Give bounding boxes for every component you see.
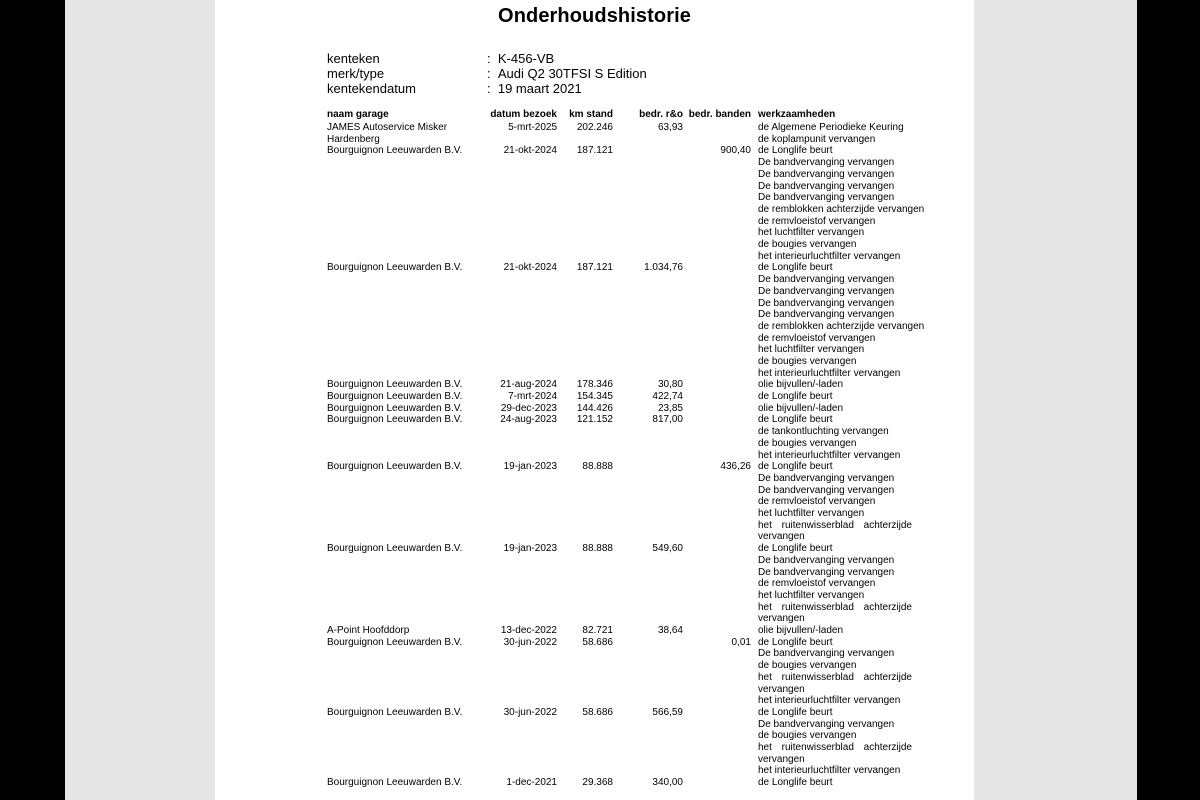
cell-km: 178.346 — [576, 379, 613, 391]
work-item: de remvloeistof vervangen — [758, 496, 876, 508]
work-item: De bandvervanging vervangen — [758, 168, 895, 180]
cell-date: 1-dec-2021 — [506, 777, 557, 789]
col-header-tyre-amount: bedr. banden — [688, 109, 751, 120]
work-item: De bandvervanging vervangen — [758, 180, 895, 192]
cell-work — [758, 122, 943, 145]
separator: : — [487, 51, 491, 66]
cell-km: 187.121 — [576, 262, 613, 274]
work-item: het luchtfilter vervangen — [758, 344, 865, 356]
work-item: De bandvervanging vervangen — [758, 566, 895, 578]
work-item: olie bijvullen/-laden — [758, 402, 844, 414]
table-row — [327, 391, 947, 403]
cell-tyre-amount: 436,26 — [720, 461, 751, 473]
cell-repair-amount: 549,60 — [652, 543, 683, 555]
cell-date: 7-mrt-2024 — [508, 391, 557, 403]
work-item: de bougies vervangen — [758, 437, 857, 449]
vehicle-info-value — [487, 81, 582, 96]
table-row — [327, 414, 947, 461]
cell-repair-amount: 63,93 — [657, 122, 683, 133]
table-row — [327, 379, 947, 391]
work-item: de Longlife beurt — [758, 636, 833, 648]
work-item: de Longlife beurt — [758, 414, 833, 426]
cell-work — [758, 461, 943, 543]
work-item: de remvloeistof vervangen — [758, 332, 876, 344]
cell-garage: Bourguignon Leeuwarden B.V. — [327, 262, 463, 274]
work-item: het luchtfilter vervangen — [758, 589, 865, 601]
cell-garage: Bourguignon Leeuwarden B.V. — [327, 402, 463, 414]
table-row — [327, 637, 947, 707]
cell-garage: Bourguignon Leeuwarden B.V. — [327, 145, 463, 157]
cell-date: 24-aug-2023 — [500, 414, 557, 426]
cell-garage: Bourguignon Leeuwarden B.V. — [327, 543, 463, 555]
work-item: het interieurluchtfilter vervangen — [758, 250, 901, 262]
cell-date: 21-aug-2024 — [500, 379, 557, 391]
vehicle-info-text: Audi Q2 30TFSI S Edition — [497, 66, 647, 81]
cell-repair-amount: 38,64 — [657, 625, 683, 637]
vehicle-info-label: kentekendatum — [327, 81, 416, 96]
table-row — [327, 707, 947, 777]
cell-tyre-amount: 0,01 — [731, 636, 751, 648]
cell-work — [758, 625, 943, 637]
work-item: de Longlife beurt — [758, 706, 833, 718]
maintenance-table — [327, 109, 947, 789]
table-row — [327, 403, 947, 415]
cell-garage: Bourguignon Leeuwarden B.V. — [327, 414, 463, 426]
work-item: vervangen — [758, 753, 805, 765]
table-body — [327, 122, 947, 789]
table-header — [327, 109, 947, 122]
cell-garage: A-Point Hoofddorp — [327, 625, 410, 637]
cell-km: 88.888 — [582, 543, 613, 555]
work-item: De bandvervanging vervangen — [758, 274, 895, 286]
work-item: vervangen — [758, 613, 805, 625]
cell-repair-amount: 817,00 — [652, 414, 683, 426]
work-item: De bandvervanging vervangen — [758, 285, 895, 297]
cell-date: 13-dec-2022 — [500, 625, 557, 637]
work-item: de Algemene Periodieke Keuring — [758, 122, 904, 133]
work-item: het interieurluchtfilter vervangen — [758, 449, 901, 461]
work-item: de Longlife beurt — [758, 145, 833, 157]
work-item: de tankontluchting vervangen — [758, 426, 889, 438]
work-item: De bandvervanging vervangen — [758, 718, 895, 730]
work-item: De bandvervanging vervangen — [758, 157, 895, 169]
cell-work — [758, 543, 943, 625]
work-item: het interieurluchtfilter vervangen — [758, 367, 901, 379]
work-item: de bougies vervangen — [758, 660, 857, 672]
cell-km: 82.721 — [582, 625, 613, 637]
work-item: de Longlife beurt — [758, 262, 833, 274]
table-row — [327, 543, 947, 625]
work-item: De bandvervanging vervangen — [758, 192, 895, 204]
vehicle-info-text: K-456-VB — [497, 51, 555, 66]
vehicle-info-label: kenteken — [327, 51, 380, 66]
cell-date: 21-okt-2024 — [503, 262, 557, 274]
separator: : — [487, 81, 491, 96]
table-row — [327, 145, 947, 262]
cell-garage: Bourguignon Leeuwarden B.V. — [327, 379, 463, 391]
work-item: het interieurluchtfilter vervangen — [758, 695, 901, 707]
cell-work — [758, 637, 943, 707]
vehicle-info-text: 19 maart 2021 — [497, 81, 582, 96]
cell-km: 154.345 — [576, 391, 613, 403]
work-item: het ruitenwisserblad achterzijde — [758, 742, 912, 754]
cell-garage: Bourguignon Leeuwarden B.V. — [327, 777, 463, 789]
work-item: het interieurluchtfilter vervangen — [758, 765, 901, 777]
cell-repair-amount: 23,85 — [657, 402, 683, 414]
cell-km: 58.686 — [582, 706, 613, 718]
cell-work — [758, 145, 943, 262]
separator: : — [487, 66, 491, 81]
cell-km: 202.246 — [576, 122, 613, 133]
vehicle-info-value — [487, 66, 647, 81]
table-row — [327, 262, 947, 379]
col-header-date: datum bezoek — [490, 109, 557, 120]
work-item: De bandvervanging vervangen — [758, 554, 895, 566]
work-item: de Longlife beurt — [758, 543, 833, 555]
work-item: de remblokken achterzijde vervangen — [758, 320, 925, 332]
cell-work — [758, 414, 943, 461]
work-item: De bandvervanging vervangen — [758, 472, 895, 484]
cell-repair-amount: 566,59 — [652, 706, 683, 718]
table-row — [327, 461, 947, 543]
cell-work — [758, 403, 943, 415]
cell-date: 29-dec-2023 — [500, 402, 557, 414]
work-item: het ruitenwisserblad achterzijde — [758, 601, 912, 613]
work-item: het luchtfilter vervangen — [758, 227, 865, 239]
cell-garage: Bourguignon Leeuwarden B.V. — [327, 391, 463, 403]
col-header-repair-amount: bedr. r&o — [639, 109, 683, 120]
cell-date: 19-jan-2023 — [503, 461, 557, 473]
work-item: de Longlife beurt — [758, 391, 833, 403]
cell-tyre-amount: 900,40 — [720, 145, 751, 157]
work-item: de Longlife beurt — [758, 777, 833, 789]
work-item: De bandvervanging vervangen — [758, 309, 895, 321]
work-item: de bougies vervangen — [758, 239, 857, 251]
table-row — [327, 122, 947, 145]
col-header-garage: naam garage — [327, 109, 389, 120]
work-item: de koplampunit vervangen — [758, 133, 876, 145]
work-item: de remvloeistof vervangen — [758, 578, 876, 590]
cell-km: 144.426 — [576, 402, 613, 414]
cell-work — [758, 707, 943, 777]
col-header-km: km stand — [569, 109, 613, 120]
work-item: de remvloeistof vervangen — [758, 215, 876, 227]
col-header-work: werkzaamheden — [758, 109, 836, 120]
cell-work — [758, 379, 943, 391]
cell-date: 30-jun-2022 — [503, 706, 557, 718]
vehicle-info-value — [487, 51, 554, 66]
work-item: de bougies vervangen — [758, 356, 857, 368]
cell-km: 88.888 — [582, 461, 613, 473]
cell-work — [758, 777, 943, 789]
cell-repair-amount: 30,80 — [657, 379, 683, 391]
work-item: het ruitenwisserblad achterzijde — [758, 671, 912, 683]
cell-garage: Bourguignon Leeuwarden B.V. — [327, 461, 463, 473]
table-row — [327, 777, 947, 789]
cell-work — [758, 262, 943, 379]
work-item: de remblokken achterzijde vervangen — [758, 203, 925, 215]
cell-date: 19-jan-2023 — [503, 543, 557, 555]
document-page — [215, 0, 974, 800]
cell-date: 5-mrt-2025 — [508, 122, 557, 133]
cell-garage: Bourguignon Leeuwarden B.V. — [327, 706, 463, 718]
cell-repair-amount: 340,00 — [652, 777, 683, 789]
work-item: het ruitenwisserblad achterzijde — [758, 519, 912, 531]
work-item: vervangen — [758, 683, 805, 695]
work-item: olie bijvullen/-laden — [758, 625, 844, 637]
work-item: de Longlife beurt — [758, 461, 833, 473]
cell-km: 121.152 — [576, 414, 613, 426]
viewer-gutter-left — [65, 0, 215, 800]
page-title: Onderhoudshistorie — [498, 5, 691, 27]
cell-date: 21-okt-2024 — [503, 145, 557, 157]
work-item: het luchtfilter vervangen — [758, 508, 865, 520]
cell-garage: Bourguignon Leeuwarden B.V. — [327, 636, 463, 648]
work-item: vervangen — [758, 531, 805, 543]
work-item: De bandvervanging vervangen — [758, 297, 895, 309]
cell-repair-amount: 1.034,76 — [644, 262, 683, 274]
cell-km: 58.686 — [582, 636, 613, 648]
cell-repair-amount: 422,74 — [652, 391, 683, 403]
work-item: de bougies vervangen — [758, 730, 857, 742]
work-item: olie bijvullen/-laden — [758, 379, 844, 391]
cell-date: 30-jun-2022 — [503, 636, 557, 648]
vehicle-info-label: merk/type — [327, 66, 385, 81]
cell-km: 187.121 — [576, 145, 613, 157]
work-item: De bandvervanging vervangen — [758, 484, 895, 496]
cell-work — [758, 391, 943, 403]
viewer-gutter-right — [974, 0, 1137, 800]
cell-km: 29.368 — [582, 777, 613, 789]
table-row — [327, 625, 947, 637]
work-item: De bandvervanging vervangen — [758, 648, 895, 660]
cell-garage: JAMES Autoservice Misker Hardenberg — [327, 122, 448, 145]
